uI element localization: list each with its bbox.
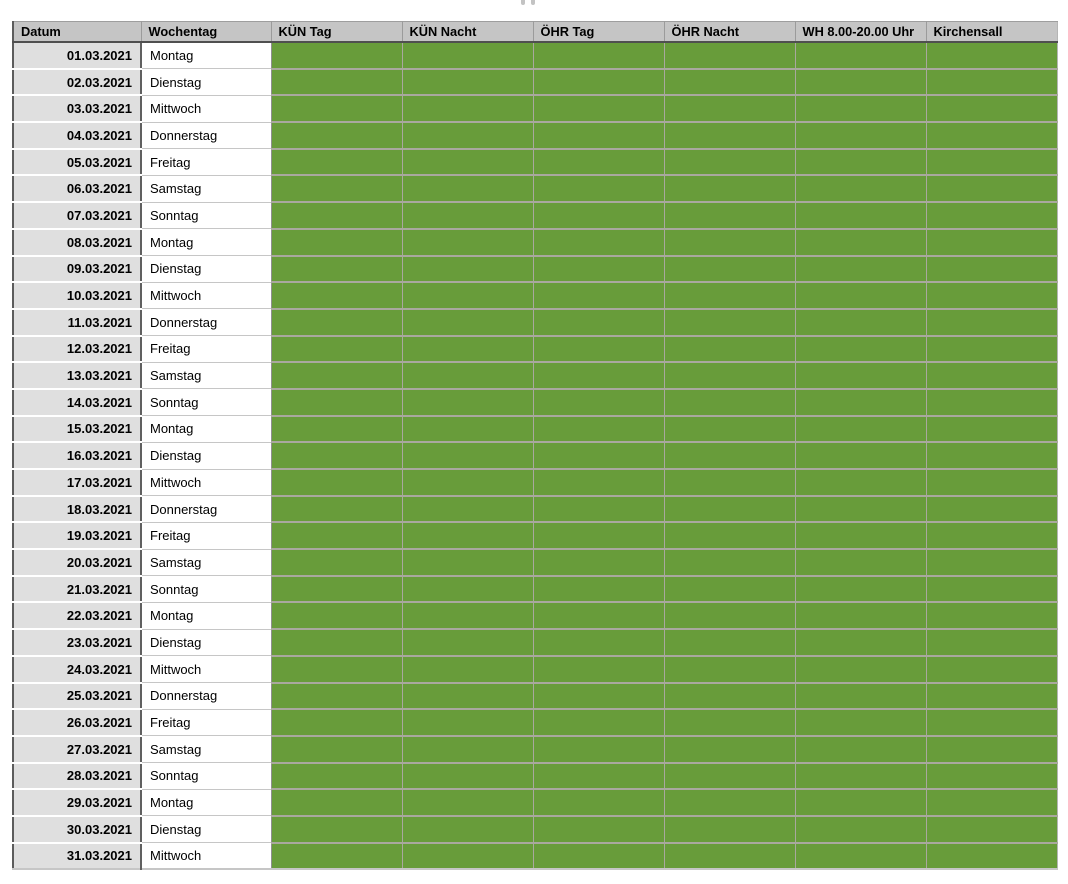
shift-cell-wh_8_20[interactable] [795,389,926,416]
header-cell-kuen_nacht: KÜN Nacht [402,22,533,43]
weekday-cell: Mittwoch [141,282,271,309]
weekday-cell: Mittwoch [141,95,271,122]
shift-cell-kirchensall[interactable] [926,469,1057,496]
shift-cell-oehr_tag[interactable] [533,122,664,149]
shift-cell-oehr_nacht[interactable] [664,416,795,443]
shift-cell-kuen_tag[interactable] [271,496,402,523]
shift-cell-oehr_tag[interactable] [533,656,664,683]
shift-cell-kuen_tag[interactable] [271,789,402,816]
shift-cell-wh_8_20[interactable] [795,229,926,256]
shift-cell-wh_8_20[interactable] [795,442,926,469]
date-cell: 19.03.2021 [13,522,141,549]
shift-cell-kirchensall[interactable] [926,175,1057,202]
date-cell: 03.03.2021 [13,95,141,122]
shift-cell-kuen_nacht[interactable] [402,42,533,69]
date-cell: 04.03.2021 [13,122,141,149]
date-cell: 05.03.2021 [13,149,141,176]
shift-cell-kuen_nacht[interactable] [402,789,533,816]
table-row [13,522,1057,549]
shift-cell-kuen_tag[interactable] [271,763,402,790]
date-cell: 10.03.2021 [13,282,141,309]
shift-cell-kirchensall[interactable] [926,122,1057,149]
table-row [13,549,1057,576]
shift-cell-kirchensall[interactable] [926,549,1057,576]
date-cell: 27.03.2021 [13,736,141,763]
shift-cell-kuen_tag[interactable] [271,656,402,683]
shift-cell-kuen_nacht[interactable] [402,202,533,229]
shift-cell-kuen_tag[interactable] [271,522,402,549]
shift-cell-oehr_nacht[interactable] [664,256,795,283]
shift-cell-oehr_tag[interactable] [533,309,664,336]
date-cell: 30.03.2021 [13,816,141,843]
shift-cell-kuen_nacht[interactable] [402,709,533,736]
shift-cell-wh_8_20[interactable] [795,816,926,843]
shift-cell-oehr_tag[interactable] [533,389,664,416]
weekday-cell: Montag [141,602,271,629]
table-row [13,309,1057,336]
shift-cell-wh_8_20[interactable] [795,576,926,603]
shift-cell-kuen_nacht[interactable] [402,389,533,416]
shift-cell-kuen_tag[interactable] [271,42,402,69]
shift-cell-kirchensall[interactable] [926,202,1057,229]
shift-cell-kuen_nacht[interactable] [402,469,533,496]
shift-cell-oehr_nacht[interactable] [664,282,795,309]
shift-cell-oehr_tag[interactable] [533,256,664,283]
table-row [13,389,1057,416]
schedule-table-container [12,21,1058,870]
header-cell-oehr_tag: ÖHR Tag [533,22,664,43]
shift-cell-wh_8_20[interactable] [795,362,926,389]
weekday-cell: Dienstag [141,256,271,283]
shift-cell-wh_8_20[interactable] [795,602,926,629]
shift-cell-kuen_tag[interactable] [271,602,402,629]
weekday-cell: Mittwoch [141,469,271,496]
table-row [13,816,1057,843]
shift-cell-wh_8_20[interactable] [795,789,926,816]
shift-cell-kuen_nacht[interactable] [402,629,533,656]
table-row [13,336,1057,363]
shift-cell-kuen_tag[interactable] [271,416,402,443]
shift-cell-oehr_nacht[interactable] [664,469,795,496]
weekday-cell: Dienstag [141,629,271,656]
date-cell: 23.03.2021 [13,629,141,656]
shift-cell-oehr_nacht[interactable] [664,763,795,790]
shift-cell-oehr_tag[interactable] [533,549,664,576]
shift-cell-kirchensall[interactable] [926,416,1057,443]
weekday-cell: Freitag [141,522,271,549]
shift-cell-kuen_tag[interactable] [271,229,402,256]
table-row [13,656,1057,683]
weekday-cell: Freitag [141,336,271,363]
shift-cell-kuen_tag[interactable] [271,256,402,283]
weekday-cell: Samstag [141,175,271,202]
table-row [13,576,1057,603]
shift-cell-wh_8_20[interactable] [795,95,926,122]
table-row [13,496,1057,523]
weekday-cell: Sonntag [141,202,271,229]
clipped-text-fragment [521,0,535,6]
weekday-cell: Sonntag [141,389,271,416]
weekday-cell: Freitag [141,709,271,736]
weekday-cell: Donnerstag [141,683,271,710]
weekday-cell: Freitag [141,149,271,176]
shift-cell-wh_8_20[interactable] [795,202,926,229]
header-row [13,22,1057,43]
header-cell-kirchensall: Kirchensall [926,22,1057,43]
shift-cell-kuen_tag[interactable] [271,362,402,389]
shift-cell-oehr_nacht[interactable] [664,229,795,256]
shift-cell-wh_8_20[interactable] [795,256,926,283]
table-row [13,709,1057,736]
shift-cell-oehr_tag[interactable] [533,576,664,603]
shift-cell-kirchensall[interactable] [926,789,1057,816]
shift-cell-kirchensall[interactable] [926,42,1057,69]
table-row [13,362,1057,389]
table-row [13,629,1057,656]
shift-cell-oehr_nacht[interactable] [664,736,795,763]
date-cell: 12.03.2021 [13,336,141,363]
shift-cell-wh_8_20[interactable] [795,122,926,149]
header-cell-datum: Datum [13,22,141,43]
shift-cell-kuen_nacht[interactable] [402,496,533,523]
shift-cell-kirchensall[interactable] [926,256,1057,283]
date-cell: 25.03.2021 [13,683,141,710]
date-cell: 18.03.2021 [13,496,141,523]
shift-cell-oehr_nacht[interactable] [664,202,795,229]
shift-cell-wh_8_20[interactable] [795,336,926,363]
shift-cell-oehr_tag[interactable] [533,175,664,202]
shift-cell-oehr_tag[interactable] [533,95,664,122]
shift-cell-wh_8_20[interactable] [795,843,926,870]
shift-cell-kirchensall[interactable] [926,736,1057,763]
shift-cell-kuen_nacht[interactable] [402,256,533,283]
weekday-cell: Samstag [141,736,271,763]
weekday-cell: Mittwoch [141,843,271,870]
shift-cell-kuen_nacht[interactable] [402,309,533,336]
shift-cell-kuen_tag[interactable] [271,629,402,656]
shift-cell-kirchensall[interactable] [926,602,1057,629]
shift-cell-kuen_nacht[interactable] [402,656,533,683]
shift-cell-wh_8_20[interactable] [795,42,926,69]
shift-cell-oehr_tag[interactable] [533,362,664,389]
shift-cell-kirchensall[interactable] [926,683,1057,710]
weekday-cell: Samstag [141,549,271,576]
shift-cell-kirchensall[interactable] [926,496,1057,523]
table-row [13,175,1057,202]
shift-cell-oehr_tag[interactable] [533,69,664,96]
shift-cell-kuen_nacht[interactable] [402,149,533,176]
date-cell: 16.03.2021 [13,442,141,469]
shift-cell-kuen_nacht[interactable] [402,336,533,363]
shift-cell-oehr_nacht[interactable] [664,789,795,816]
weekday-cell: Samstag [141,362,271,389]
shift-cell-wh_8_20[interactable] [795,309,926,336]
shift-cell-kuen_nacht[interactable] [402,95,533,122]
table-row [13,789,1057,816]
weekday-cell: Montag [141,42,271,69]
shift-cell-oehr_tag[interactable] [533,282,664,309]
shift-cell-kirchensall[interactable] [926,442,1057,469]
shift-cell-kuen_nacht[interactable] [402,736,533,763]
date-cell: 14.03.2021 [13,389,141,416]
shift-cell-oehr_nacht[interactable] [664,336,795,363]
shift-cell-oehr_tag[interactable] [533,42,664,69]
shift-cell-oehr_nacht[interactable] [664,549,795,576]
shift-cell-oehr_nacht[interactable] [664,683,795,710]
shift-cell-kuen_nacht[interactable] [402,576,533,603]
shift-cell-oehr_nacht[interactable] [664,629,795,656]
shift-cell-kuen_nacht[interactable] [402,522,533,549]
shift-cell-oehr_tag[interactable] [533,229,664,256]
shift-cell-kirchensall[interactable] [926,576,1057,603]
table-row [13,469,1057,496]
shift-cell-kuen_tag[interactable] [271,709,402,736]
shift-cell-kuen_tag[interactable] [271,309,402,336]
weekday-cell: Montag [141,229,271,256]
table-row [13,95,1057,122]
table-row [13,602,1057,629]
weekday-cell: Dienstag [141,69,271,96]
shift-cell-oehr_tag[interactable] [533,816,664,843]
weekday-cell: Dienstag [141,816,271,843]
shift-cell-wh_8_20[interactable] [795,469,926,496]
shift-cell-kirchensall[interactable] [926,656,1057,683]
shift-cell-kirchensall[interactable] [926,843,1057,870]
shift-cell-oehr_tag[interactable] [533,336,664,363]
date-cell: 06.03.2021 [13,175,141,202]
shift-cell-kuen_nacht[interactable] [402,282,533,309]
shift-cell-oehr_nacht[interactable] [664,149,795,176]
shift-cell-kuen_nacht[interactable] [402,843,533,870]
shift-cell-wh_8_20[interactable] [795,149,926,176]
table-row [13,149,1057,176]
shift-cell-wh_8_20[interactable] [795,763,926,790]
header-cell-oehr_nacht: ÖHR Nacht [664,22,795,43]
shift-cell-oehr_nacht[interactable] [664,309,795,336]
shift-cell-kuen_tag[interactable] [271,336,402,363]
shift-cell-oehr_nacht[interactable] [664,522,795,549]
shift-cell-wh_8_20[interactable] [795,549,926,576]
header-cell-wochentag: Wochentag [141,22,271,43]
shift-cell-kirchensall[interactable] [926,95,1057,122]
shift-cell-kuen_tag[interactable] [271,736,402,763]
shift-cell-kirchensall[interactable] [926,149,1057,176]
shift-cell-kirchensall[interactable] [926,816,1057,843]
header-cell-kuen_tag: KÜN Tag [271,22,402,43]
shift-cell-kuen_tag[interactable] [271,122,402,149]
shift-cell-kuen_nacht[interactable] [402,602,533,629]
shift-cell-kuen_tag[interactable] [271,389,402,416]
schedule-table [12,21,1058,870]
date-cell: 15.03.2021 [13,416,141,443]
table-row [13,442,1057,469]
shift-cell-oehr_tag[interactable] [533,442,664,469]
shift-cell-oehr_tag[interactable] [533,843,664,870]
shift-cell-oehr_nacht[interactable] [664,95,795,122]
date-cell: 11.03.2021 [13,309,141,336]
date-cell: 20.03.2021 [13,549,141,576]
date-cell: 21.03.2021 [13,576,141,603]
shift-cell-oehr_nacht[interactable] [664,122,795,149]
weekday-cell: Donnerstag [141,309,271,336]
shift-cell-kuen_nacht[interactable] [402,362,533,389]
shift-cell-kuen_tag[interactable] [271,549,402,576]
shift-cell-wh_8_20[interactable] [795,69,926,96]
date-cell: 28.03.2021 [13,763,141,790]
table-row [13,736,1057,763]
shift-cell-kirchensall[interactable] [926,709,1057,736]
shift-cell-kuen_nacht[interactable] [402,175,533,202]
shift-cell-kirchensall[interactable] [926,763,1057,790]
shift-cell-oehr_nacht[interactable] [664,42,795,69]
shift-cell-wh_8_20[interactable] [795,709,926,736]
weekday-cell: Mittwoch [141,656,271,683]
shift-cell-oehr_tag[interactable] [533,683,664,710]
shift-cell-kuen_tag[interactable] [271,683,402,710]
clipped-text-mark [521,0,525,5]
shift-cell-wh_8_20[interactable] [795,416,926,443]
table-row [13,122,1057,149]
date-cell: 08.03.2021 [13,229,141,256]
shift-cell-oehr_tag[interactable] [533,789,664,816]
shift-cell-kuen_tag[interactable] [271,95,402,122]
shift-cell-kirchensall[interactable] [926,389,1057,416]
shift-cell-kuen_tag[interactable] [271,202,402,229]
shift-cell-oehr_nacht[interactable] [664,576,795,603]
shift-cell-kuen_tag[interactable] [271,816,402,843]
weekday-cell: Dienstag [141,442,271,469]
table-row [13,416,1057,443]
weekday-cell: Donnerstag [141,122,271,149]
shift-cell-kirchensall[interactable] [926,282,1057,309]
date-cell: 01.03.2021 [13,42,141,69]
shift-cell-kirchensall[interactable] [926,336,1057,363]
shift-cell-oehr_nacht[interactable] [664,389,795,416]
shift-cell-kirchensall[interactable] [926,629,1057,656]
shift-cell-oehr_nacht[interactable] [664,709,795,736]
date-cell: 24.03.2021 [13,656,141,683]
shift-cell-wh_8_20[interactable] [795,656,926,683]
table-row [13,229,1057,256]
shift-cell-oehr_tag[interactable] [533,709,664,736]
shift-cell-oehr_tag[interactable] [533,469,664,496]
shift-cell-wh_8_20[interactable] [795,629,926,656]
shift-cell-kuen_tag[interactable] [271,149,402,176]
weekday-cell: Sonntag [141,576,271,603]
shift-cell-oehr_tag[interactable] [533,496,664,523]
shift-cell-oehr_nacht[interactable] [664,656,795,683]
shift-cell-wh_8_20[interactable] [795,736,926,763]
shift-cell-kuen_nacht[interactable] [402,442,533,469]
shift-cell-wh_8_20[interactable] [795,496,926,523]
table-row [13,256,1057,283]
table-row [13,69,1057,96]
shift-cell-oehr_tag[interactable] [533,763,664,790]
shift-cell-oehr_tag[interactable] [533,202,664,229]
shift-cell-kuen_tag[interactable] [271,175,402,202]
shift-cell-wh_8_20[interactable] [795,522,926,549]
date-cell: 29.03.2021 [13,789,141,816]
shift-cell-oehr_nacht[interactable] [664,362,795,389]
table-row [13,202,1057,229]
shift-cell-oehr_nacht[interactable] [664,442,795,469]
shift-cell-kirchensall[interactable] [926,309,1057,336]
shift-cell-oehr_nacht[interactable] [664,816,795,843]
shift-cell-kirchensall[interactable] [926,69,1057,96]
shift-cell-kuen_nacht[interactable] [402,683,533,710]
shift-cell-kuen_tag[interactable] [271,843,402,870]
shift-cell-kuen_nacht[interactable] [402,549,533,576]
weekday-cell: Donnerstag [141,496,271,523]
date-cell: 26.03.2021 [13,709,141,736]
shift-cell-kuen_nacht[interactable] [402,816,533,843]
shift-cell-oehr_tag[interactable] [533,629,664,656]
shift-cell-kuen_nacht[interactable] [402,763,533,790]
clipped-text-mark [531,0,535,5]
table-row [13,42,1057,69]
shift-cell-oehr_tag[interactable] [533,522,664,549]
weekday-cell: Montag [141,789,271,816]
date-cell: 22.03.2021 [13,602,141,629]
shift-cell-oehr_tag[interactable] [533,149,664,176]
shift-cell-oehr_tag[interactable] [533,736,664,763]
shift-cell-kuen_nacht[interactable] [402,69,533,96]
date-cell: 13.03.2021 [13,362,141,389]
date-cell: 17.03.2021 [13,469,141,496]
shift-cell-kuen_nacht[interactable] [402,416,533,443]
shift-cell-kuen_tag[interactable] [271,576,402,603]
shift-cell-oehr_nacht[interactable] [664,496,795,523]
shift-cell-oehr_tag[interactable] [533,416,664,443]
shift-cell-oehr_nacht[interactable] [664,69,795,96]
shift-cell-wh_8_20[interactable] [795,683,926,710]
table-row [13,763,1057,790]
shift-cell-kirchensall[interactable] [926,362,1057,389]
date-cell: 02.03.2021 [13,69,141,96]
shift-cell-kuen_tag[interactable] [271,69,402,96]
shift-cell-kuen_tag[interactable] [271,282,402,309]
date-cell: 31.03.2021 [13,843,141,870]
shift-cell-wh_8_20[interactable] [795,175,926,202]
weekday-cell: Montag [141,416,271,443]
shift-cell-kuen_nacht[interactable] [402,122,533,149]
table-row [13,843,1057,870]
shift-cell-kuen_tag[interactable] [271,442,402,469]
shift-cell-kirchensall[interactable] [926,229,1057,256]
shift-cell-kuen_nacht[interactable] [402,229,533,256]
table-row [13,683,1057,710]
date-cell: 07.03.2021 [13,202,141,229]
shift-cell-oehr_nacht[interactable] [664,175,795,202]
shift-cell-kuen_tag[interactable] [271,469,402,496]
shift-cell-kirchensall[interactable] [926,522,1057,549]
table-row [13,282,1057,309]
weekday-cell: Sonntag [141,763,271,790]
shift-cell-oehr_tag[interactable] [533,602,664,629]
header-cell-wh_8_20: WH 8.00-20.00 Uhr [795,22,926,43]
shift-cell-wh_8_20[interactable] [795,282,926,309]
shift-cell-oehr_nacht[interactable] [664,602,795,629]
date-cell: 09.03.2021 [13,256,141,283]
shift-cell-oehr_nacht[interactable] [664,843,795,870]
table-body [13,42,1057,869]
